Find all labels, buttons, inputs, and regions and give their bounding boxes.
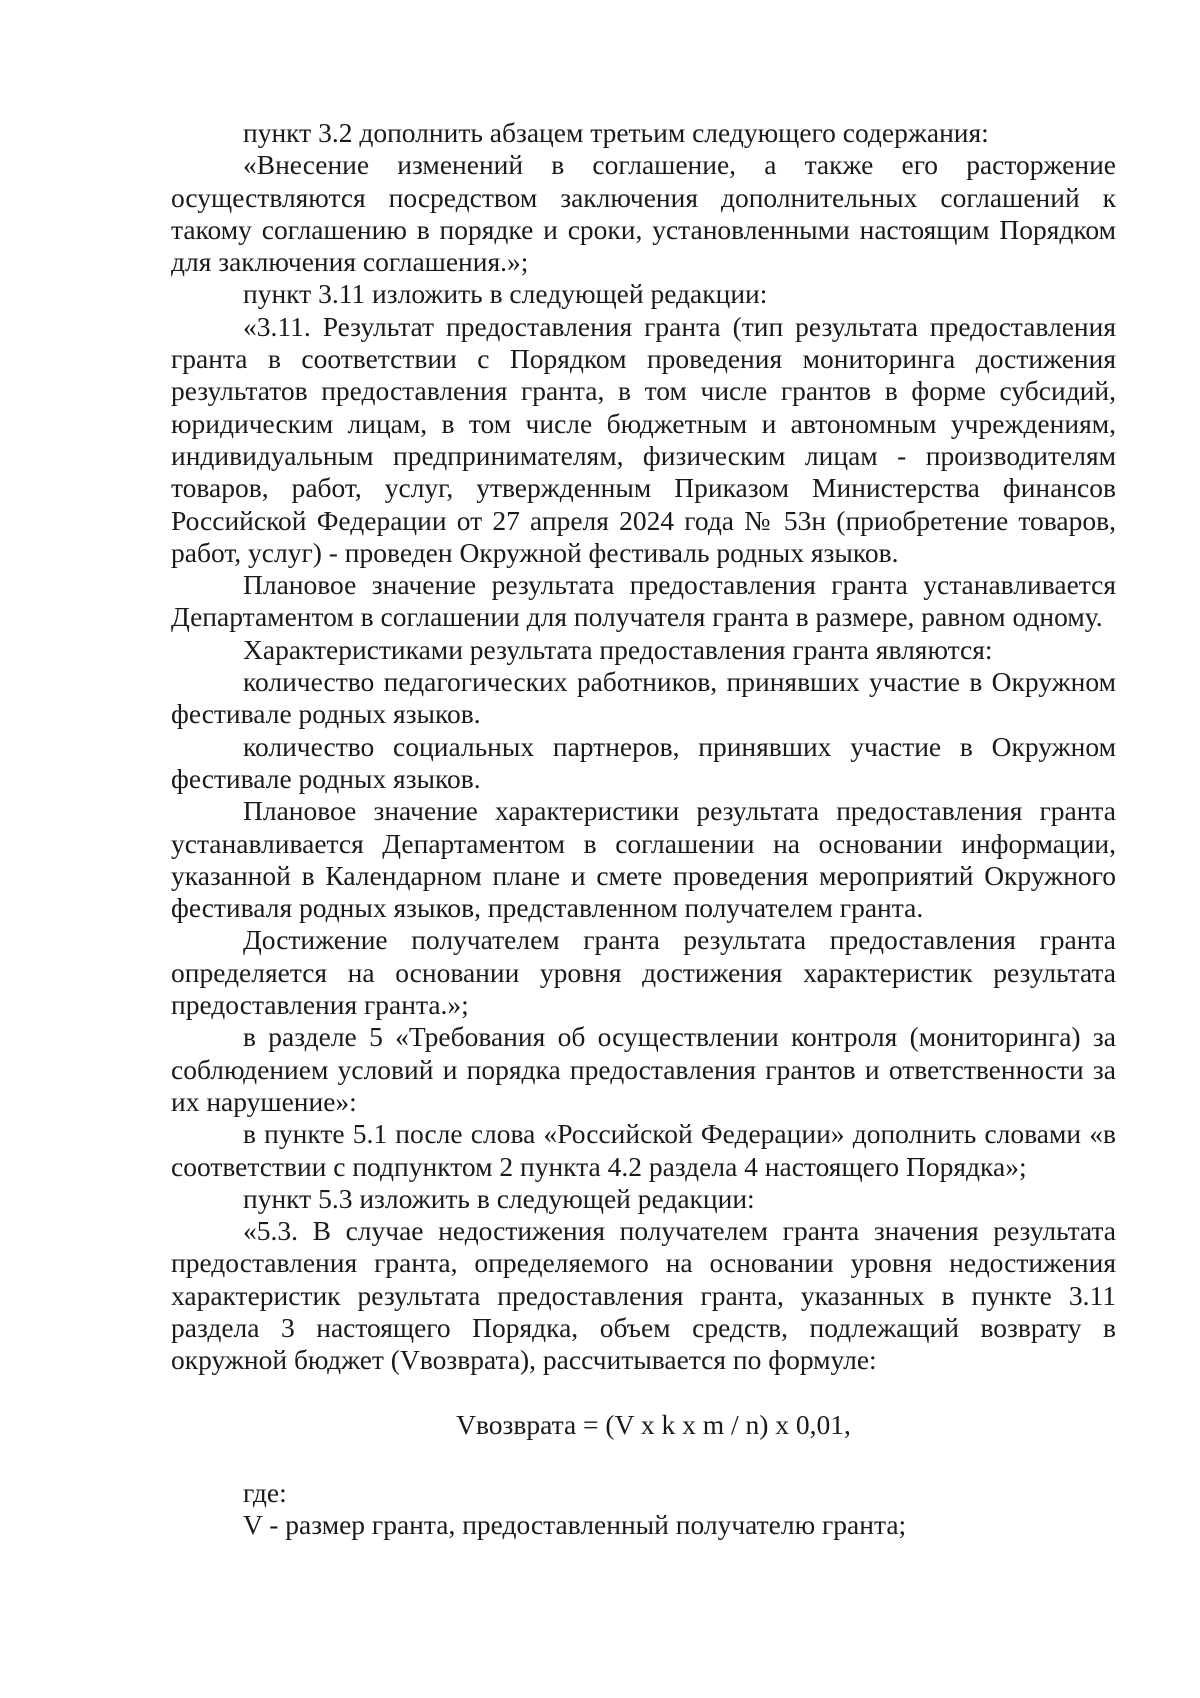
paragraph-quote-5-3: «5.3. В случае недостижения получателем гранта значения результата предоставления гранта, определяемого на основании уровня недостижения характеристик результата предоставления гранта, указанных в пункте 3.11 раздела 3 настоящего Порядка, объем средств, подлежащий возврату в окружной бюджет (Vвозврата), рассчитывается по формуле: — [171, 1215, 1116, 1376]
document-page — [171, 117, 1116, 1541]
paragraph-amend-3-2: пункт 3.2 дополнить абзацем третьим следующего содержания: — [243, 117, 989, 148]
paragraph-amend-3-11: пункт 3.11 изложить в следующей редакции: — [243, 278, 768, 310]
paragraph-characteristic-planned: Плановое значение характеристики результата предоставления гранта устанавливается Департаментом в соглашении на основании информации, указанной в Календарном плане и смете проведения мероприятий Окружного фестиваля родных языков, представленном получателем гранта. — [171, 795, 1116, 924]
paragraph-quote-agreement: «Внесение изменений в соглашение, а также его расторжение осуществляются посредством заключения дополнительных соглашений к такому соглашению в порядке и сроки, установленными настоящим Порядком для заключения соглашения.»; — [171, 149, 1116, 278]
paragraph-amend-5-1: в пункте 5.1 после слова «Российской Федерации» дополнить словами «в соответствии с подпунктом 2 пункта 4.2 раздела 4 настоящего Порядка»; — [171, 1118, 1116, 1182]
paragraph-where: где: — [243, 1476, 287, 1508]
formula: Vвозврата = (V x k x m / n) x 0,01, — [456, 1408, 851, 1440]
paragraph-v-definition: V - размер гранта, предоставленный получателю гранта; — [243, 1509, 907, 1541]
paragraph-quote-3-11: «3.11. Результат предоставления гранта (тип результата предоставления гранта в соответствии с Порядком проведения мониторинга достижения результатов предоставления гранта, в том числе грантов в форме субсидий, юридическим лицам, в том числе бюджетным и автономным учреждениям, индивидуальным предпринимателям, физическим лицам - производителям товаров, работ, услуг, утвержденным Приказом Министерства финансов Российской Федерации от 27 апреля 2024 года № 53н (приобретение товаров, работ, услуг) - проведен Окружной фестиваль родных языков. — [171, 310, 1116, 568]
paragraph-amend-5-3: пункт 5.3 изложить в следующей редакции: — [243, 1182, 755, 1214]
paragraph-partners-count: количество социальных партнеров, принявших участие в Окружном фестивале родных языков. — [171, 730, 1116, 794]
paragraph-characteristics: Характеристиками результата предоставления гранта являются: — [243, 633, 993, 665]
paragraph-planned-value: Плановое значение результата предоставления гранта устанавливается Департаментом в соглашении для получателя гранта в размере, равном одному. — [171, 569, 1116, 633]
paragraph-section-5: в разделе 5 «Требования об осуществлении контроля (мониторинга) за соблюдением условий и порядка предоставления грантов и ответственности за их нарушение»: — [171, 1021, 1116, 1117]
paragraph-teachers-count: количество педагогических работников, принявших участие в Окружном фестивале родных языков. — [171, 666, 1116, 730]
paragraph-achievement: Достижение получателем гранта результата предоставления гранта определяется на основании уровня достижения характеристик результата предоставления гранта.»; — [171, 924, 1116, 1021]
